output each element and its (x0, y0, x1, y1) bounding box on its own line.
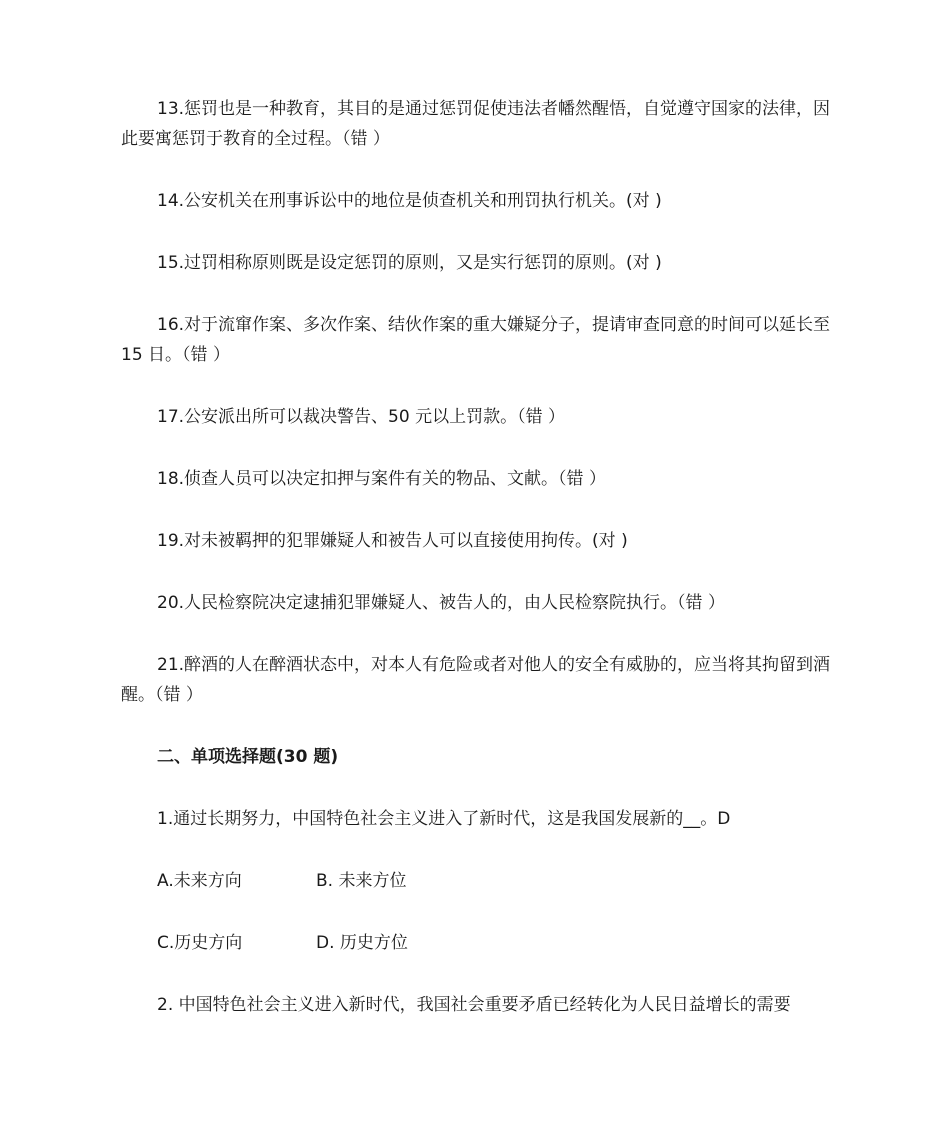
tf-question-13: 13.惩罚也是一种教育，其目的是通过惩罚促使违法者幡然醒悟，自觉遵守国家的法律，因此要寓惩罚于教育的全过程。（错 ） (121, 99, 831, 149)
tf-question-15: 15.过罚相称原则既是设定惩罚的原则，又是实行惩罚的原则。(对 ) (157, 253, 662, 273)
tf-question-20: 20.人民检察院决定逮捕犯罪嫌疑人、被告人的，由人民检察院执行。（错 ） (157, 593, 725, 613)
tf-question-17: 17.公安派出所可以裁决警告、50 元以上罚款。（错 ） (157, 407, 565, 427)
tf-question-16: 16.对于流窜作案、多次作案、结伙作案的重大嫌疑分子，提请审查同意的时间可以延长至 15 日。（错 ） (121, 315, 831, 365)
mc-question-1-option-d: D. 历史方位 (316, 933, 408, 953)
tf-question-21: 21.醉酒的人在醉酒状态中，对本人有危险或者对他人的安全有威胁的，应当将其拘留到酒醒。（错 ） (121, 655, 831, 705)
section-heading-single-choice: 二、单项选择题(30 题) (157, 747, 339, 767)
tf-question-14: 14.公安机关在刑事诉讼中的地位是侦查机关和刑罚执行机关。(对 ) (157, 191, 662, 211)
tf-question-19: 19.对未被羁押的犯罪嫌疑人和被告人可以直接使用拘传。(对 ) (157, 531, 628, 551)
mc-question-2: 2. 中国特色社会主义进入新时代，我国社会重要矛盾已经转化为人民日益增长的需要 (157, 995, 791, 1015)
mc-question-1-option-c: C.历史方向 (157, 933, 243, 953)
mc-question-1: 1.通过长期努力，中国特色社会主义进入了新时代，这是我国发展新的__。D (157, 809, 731, 829)
mc-question-1-option-b: B. 未来方位 (316, 871, 407, 891)
tf-question-18: 18.侦查人员可以决定扣押与案件有关的物品、文献。（错 ） (157, 469, 606, 489)
mc-question-1-option-a: A.未来方向 (157, 871, 242, 891)
